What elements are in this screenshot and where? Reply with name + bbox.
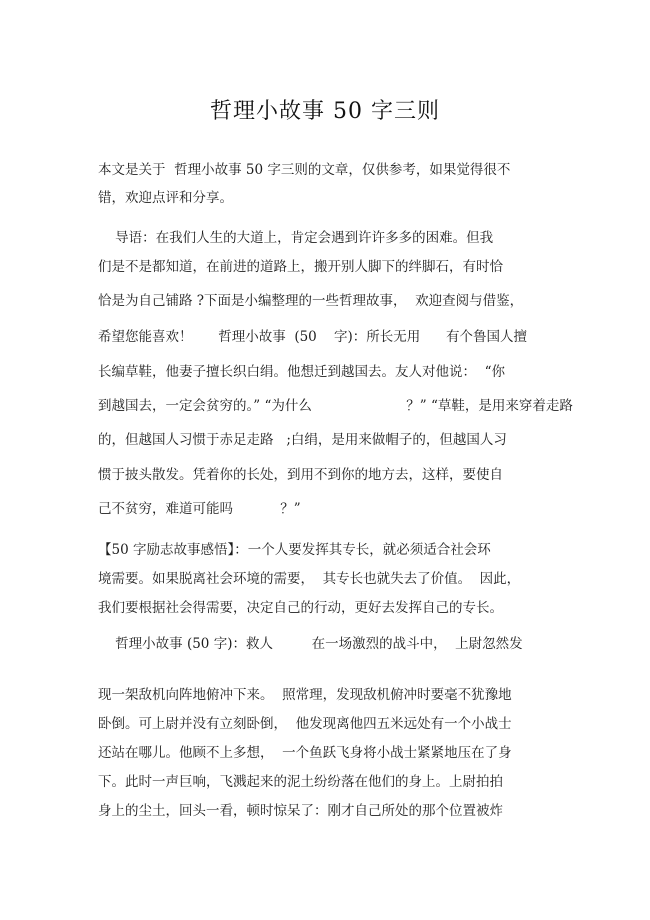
paragraph-line: 还站在哪儿。他顾不上多想， 一个鱼跃飞身将小战士紧紧地压在了身	[98, 745, 512, 761]
document-title: 哲理小故事 50 字三则	[210, 99, 440, 124]
paragraph-line: 哲理小故事 (50 字)：救人 在一场激烈的战斗中， 上尉忽然发	[98, 636, 523, 652]
paragraph-line: 的，但越国人习惯于赤足走路 ;白绢，是用来做帽子的，但越国人习	[98, 432, 507, 448]
paragraph-line: 恰是为自己铺路 ?下面是小编整理的一些哲理故事， 欢迎查阅与借鉴，	[98, 293, 524, 309]
paragraph-line: 本文是关于 哲理小故事 50 字三则的文章，仅供参考，如果觉得很不	[98, 162, 511, 178]
paragraph-line: 错，欢迎点评和分享。	[98, 190, 233, 206]
paragraph-line: 我们要根据社会得需要，决定自己的行动，更好去发挥自己的专长。	[98, 600, 503, 616]
paragraph-line: 【50 字励志故事感悟】：一个人要发挥其专长，就必须适合社会环	[98, 542, 491, 558]
paragraph-line: 己不贫穷，难道可能吗 ？”	[98, 501, 301, 517]
paragraph-line: 卧倒。可上尉并没有立刻卧倒， 他发现离他四五米远处有一个小战士	[98, 716, 512, 732]
paragraph-line: 希望您能喜欢！ 哲理小故事 (50 字)：所长无用 有个鲁国人擅	[98, 329, 527, 345]
paragraph-line: 到越国去，一定会贫穷的。” “为什么 ？” “草鞋，是用来穿着走路	[98, 398, 573, 414]
paragraph-line: 惯于披头散发。凭着你的长处，到用不到你的地方去，这样，要使自	[98, 467, 503, 483]
paragraph-line: 现一架敌机向阵地俯冲下来。 照常理，发现敌机俯冲时要毫不犹豫地	[98, 687, 512, 703]
paragraph-line: 导语：在我们人生的大道上，肯定会遇到许许多多的困难。但我	[98, 230, 494, 246]
paragraph-line: 身上的尘土，回头一看，顿时惊呆了：刚才自己所处的那个位置被炸	[98, 803, 503, 819]
paragraph-line: 下。此时一声巨响，飞溅起来的泥土纷纷落在他们的身上。上尉拍拍	[98, 774, 503, 790]
paragraph-line: 们是不是都知道，在前进的道路上，搬开别人脚下的绊脚石，有时恰	[98, 259, 503, 275]
paragraph-line: 长编草鞋，他妻子擅长织白绢。他想迁到越国去。友人对他说： “你	[98, 364, 505, 380]
paragraph-line: 境需要。如果脱离社会环境的需要， 其专长也就失去了价值。 因此，	[98, 571, 521, 587]
